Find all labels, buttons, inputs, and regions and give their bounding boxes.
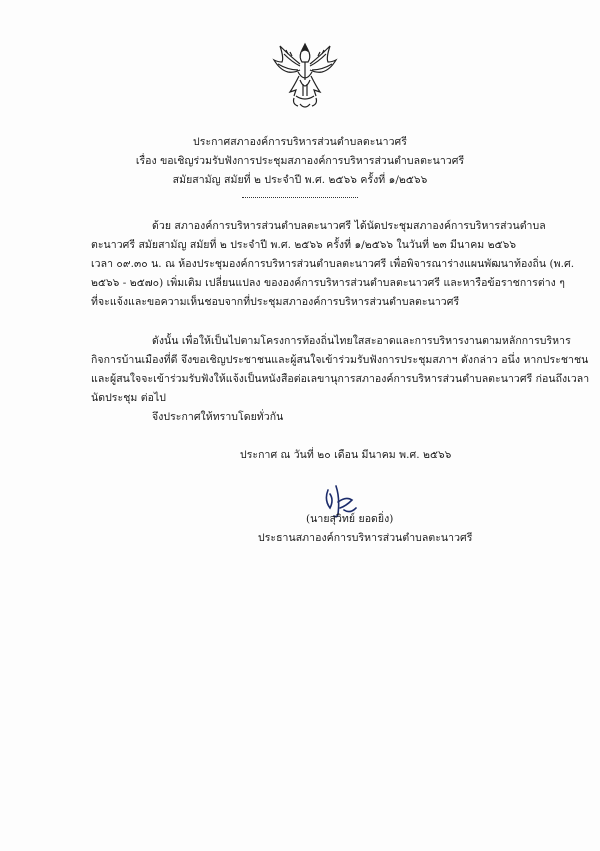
session-line: สมัยสามัญ สมัยที่ ๒ ประจำปี พ.ศ. ๒๕๖๖ ครั้งที่ ๑/๒๕๖๖ xyxy=(172,174,428,186)
paragraph-2-line: กิจการบ้านเมืองที่ดี จึงขอเชิญประชาชนและผู้สนใจเข้าร่วมรับฟังการประชุมสภาฯ ดังกล่าว อนึ่ง หากประชาชน xyxy=(91,354,589,366)
paragraph-2-line: และผู้สนใจจะเข้าร่วมรับฟังให้แจ้งเป็นหนังสือต่อเลขานุการสภาองค์การบริหารส่วนตำบลตะนาวศรี ก่อนถึงเวลา xyxy=(91,373,590,385)
paragraph-1-line: ตะนาวศรี สมัยสามัญ สมัยที่ ๒ ประจำปี พ.ศ. ๒๕๖๖ ครั้งที่ ๑/๒๕๖๖ ในวันที่ ๒๓ มีนาคม ๒๕๖๖ xyxy=(91,239,517,251)
subject-line: เรื่อง ขอเชิญร่วมรับฟังการประชุมสภาองค์การบริหารส่วนตำบลตะนาวศรี xyxy=(135,155,465,167)
paragraph-2-line: ดังนั้น เพื่อให้เป็นไปตามโครงการท้องถิ่นไทยใสสะอาดและการบริหารงานตามหลักการบริหาร xyxy=(152,335,571,347)
announcement-date: ประกาศ ณ วันที่ ๒๐ เดือน มีนาคม พ.ศ. ๒๕๖๖ xyxy=(240,449,452,461)
paragraph-1-line: ที่จะแจ้งและขอความเห็นชอบจากที่ประชุมสภาองค์การบริหารส่วนตำบลตะนาวศรี xyxy=(91,296,460,308)
paragraph-1-line: ๒๕๖๖ - ๒๕๗๐) เพิ่มเติม เปลี่ยนแปลง ขององค์การบริหารส่วนตำบลตะนาวศรี และหารือข้อราชการต่าง ๆ xyxy=(91,277,565,289)
announcement-title: ประกาศสภาองค์การบริหารส่วนตำบลตะนาวศรี xyxy=(193,136,407,148)
closing-line: จึงประกาศให้ทราบโดยทั่วกัน xyxy=(152,411,284,423)
header-divider xyxy=(242,197,358,198)
paragraph-2-line: นัดประชุม ต่อไป xyxy=(91,392,166,404)
garuda-emblem xyxy=(270,40,340,112)
paragraph-1-line: ด้วย สภาองค์การบริหารส่วนตำบลตะนาวศรี ได้นัดประชุมสภาองค์การบริหารส่วนตำบล xyxy=(152,220,546,232)
signer-title: ประธานสภาองค์การบริหารส่วนตำบลตะนาวศรี xyxy=(258,532,473,544)
paragraph-1-line: เวลา ๐๙.๓๐ น. ณ ห้องประชุมองค์การบริหารส่วนตำบลตะนาวศรี เพื่อพิจารณาร่างแผนพัฒนาท้องถิ่น (พ.ศ. xyxy=(91,258,575,270)
signer-name: (นายสุวิทย์ ยอดยิ่ง) xyxy=(306,513,394,525)
